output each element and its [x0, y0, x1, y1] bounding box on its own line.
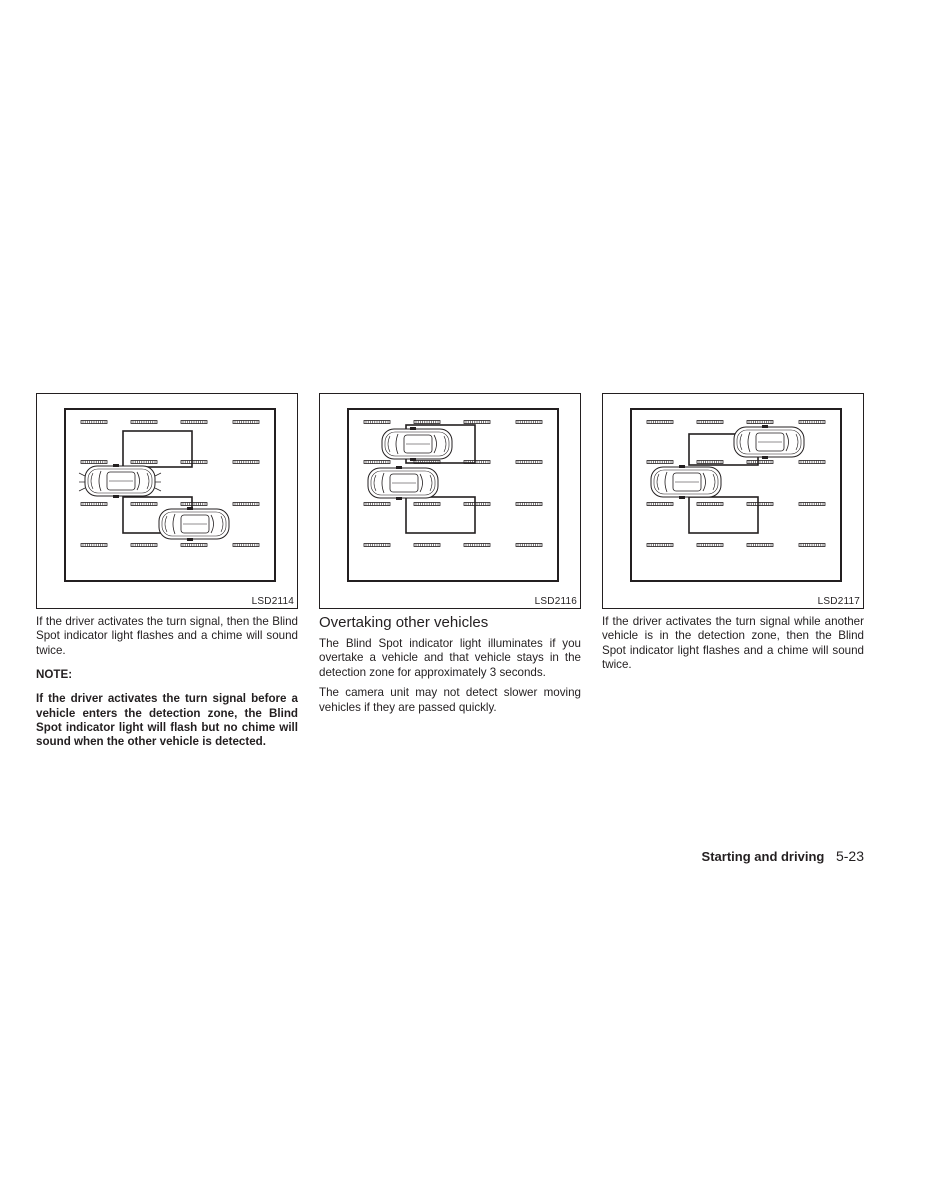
lane-marking [516, 503, 542, 506]
lane-marking [131, 544, 157, 547]
lane-marking [364, 461, 390, 464]
lane-marking [233, 461, 259, 464]
diagram-vehicle-in-zone [603, 394, 863, 608]
lane-marking [181, 421, 207, 424]
column-2 [319, 393, 581, 715]
column-3 [602, 393, 864, 673]
lane-marking [414, 544, 440, 547]
figure-3 [602, 393, 864, 609]
lane-marking [516, 421, 542, 424]
lane-marking [81, 503, 107, 506]
car-illustration [368, 466, 438, 500]
lane-marking [516, 544, 542, 547]
figure-code: LSD2114 [251, 596, 294, 607]
lane-marking [81, 544, 107, 547]
lane-marking [647, 421, 673, 424]
lane-marking [131, 461, 157, 464]
lane-marking [414, 421, 440, 424]
note-label: NOTE: [36, 668, 73, 682]
car-illustration [85, 464, 155, 498]
lane-marking [747, 421, 773, 424]
section-heading: Overtaking other vehicles [319, 614, 489, 631]
lane-marking [799, 503, 825, 506]
diagram-overtaking [320, 394, 580, 608]
lane-marking [516, 461, 542, 464]
lane-marking [464, 544, 490, 547]
car-illustration [382, 427, 452, 461]
lane-marking [747, 461, 773, 464]
note-body: If the driver activates the turn signal before a vehicle enters the detection zone, the Blind Spot indicator light will flash but no chime will sound when the other vehicle is detected. [36, 692, 298, 749]
lane-marking [697, 421, 723, 424]
lane-marking [647, 544, 673, 547]
lane-marking [131, 421, 157, 424]
lane-marking [181, 544, 207, 547]
lane-marking [747, 503, 773, 506]
lane-marking [181, 503, 207, 506]
lane-marking [747, 544, 773, 547]
lane-marking [697, 544, 723, 547]
lane-marking [364, 544, 390, 547]
lane-marking [181, 461, 207, 464]
section-name: Starting and driving [701, 849, 825, 864]
lane-marking [364, 421, 390, 424]
lane-marking [799, 421, 825, 424]
lane-marking [131, 503, 157, 506]
lane-marking [799, 544, 825, 547]
page-number: 5-23 [835, 848, 864, 864]
lane-marking [464, 503, 490, 506]
diagram-turn-signal-chime [37, 394, 297, 608]
lane-marking [647, 461, 673, 464]
lane-marking [233, 544, 259, 547]
page-footer [702, 848, 864, 864]
lane-marking [414, 503, 440, 506]
car-illustration [651, 465, 721, 499]
paragraph: The camera unit may not detect slower moving vehicles if they are passed quickly. [319, 686, 581, 714]
paragraph: The Blind Spot indicator light illuminates if you overtake a vehicle and that vehicle stays in the detection zone for approximately 3 seconds. [319, 637, 581, 679]
lane-marking [799, 461, 825, 464]
lane-marking [697, 461, 723, 464]
lane-marking [81, 461, 107, 464]
figure-code: LSD2116 [534, 596, 577, 607]
lane-marking [697, 503, 723, 506]
lane-marking [647, 503, 673, 506]
lane-marking [364, 503, 390, 506]
figure-1 [36, 393, 298, 609]
car-illustration [159, 507, 229, 541]
figure-2 [319, 393, 581, 609]
lane-marking [233, 421, 259, 424]
paragraph: If the driver activates the turn signal while another vehicle is in the detection zone, then the Blind Spot indicator light flashes and a chime will sound twice. [602, 615, 864, 672]
figure-code: LSD2117 [817, 596, 860, 607]
lane-marking [464, 421, 490, 424]
lane-marking [81, 421, 107, 424]
column-1 [36, 393, 298, 750]
paragraph: If the driver activates the turn signal, then the Blind Spot indicator light flashes and a chime will sound twice. [36, 615, 298, 657]
car-illustration [734, 425, 804, 459]
lane-marking [233, 503, 259, 506]
